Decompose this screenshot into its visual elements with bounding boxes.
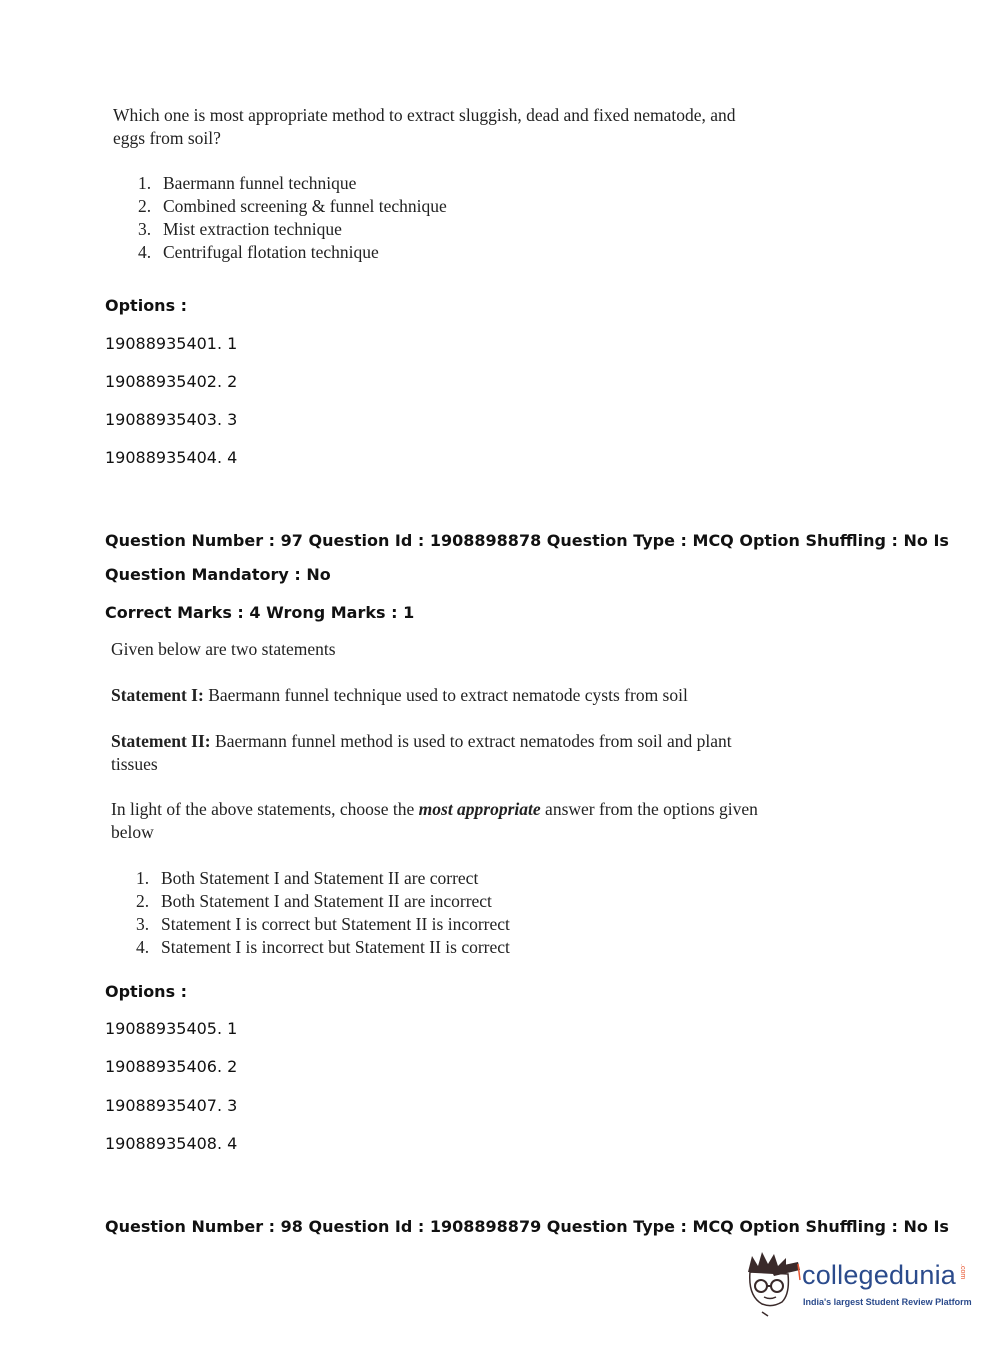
q97-option-1: 19088935405. 1: [105, 1019, 238, 1038]
q96-stem: [113, 104, 736, 150]
collegedunia-logo[interactable]: [740, 1250, 980, 1320]
statement-2-continuation: tissues: [111, 754, 158, 774]
q96-stem-line1: Which one is most appropriate method to extract sluggish, dead and fixed nematode, and: [113, 105, 736, 125]
q96-options-label: Options :: [105, 296, 188, 315]
q96-option-1: 19088935401. 1: [105, 334, 238, 353]
q96-choice-list: [138, 172, 447, 264]
prompt-continuation: below: [111, 822, 154, 842]
q96-option-2: 19088935402. 2: [105, 372, 238, 391]
q97-header-line2: Question Mandatory : No: [105, 565, 331, 584]
list-item: 3. Mist extraction technique: [138, 219, 342, 239]
prompt-emphasis: most appropriate: [418, 799, 541, 819]
q97-option-2: 19088935406. 2: [105, 1057, 238, 1076]
logo-suffix: .com: [959, 1264, 966, 1280]
q96-option-4: 19088935404. 4: [105, 448, 238, 467]
q97-header-line1: Question Number : 97 Question Id : 1908898878 Question Type : MCQ Option Shuffling : No Is: [105, 531, 949, 550]
q96-stem-line2: eggs from soil?: [113, 128, 221, 148]
q97-marks: Correct Marks : 4 Wrong Marks : 1: [105, 603, 415, 622]
statement-2-label: Statement II:: [111, 731, 211, 751]
q97-prompt: In light of the above statements, choose the most appropriate answer from the options given below: [111, 799, 758, 842]
list-item: 1. Baermann funnel technique: [138, 173, 357, 193]
q97-options-label: Options :: [105, 982, 188, 1001]
list-item: 4. Centrifugal flotation technique: [138, 242, 379, 262]
q97-statement-2: [111, 730, 732, 776]
q97-statement-1: [111, 684, 688, 707]
q97-option-3: 19088935407. 3: [105, 1096, 238, 1115]
q97-choice-list: [136, 867, 510, 959]
list-item: 2. Combined screening & funnel technique: [138, 196, 447, 216]
q98-header-line1: Question Number : 98 Question Id : 1908898879 Question Type : MCQ Option Shuffling : No Is: [105, 1217, 949, 1236]
q96-option-3: 19088935403. 3: [105, 410, 238, 429]
list-item: 4. Statement I is incorrect but Statement II is correct: [136, 937, 510, 957]
list-item: 2. Both Statement I and Statement II are incorrect: [136, 891, 492, 911]
logo-tagline: India's largest Student Review Platform: [803, 1297, 972, 1307]
list-item: 1. Both Statement I and Statement II are correct: [136, 868, 479, 888]
list-item: 3. Statement I is correct but Statement II is incorrect: [136, 914, 510, 934]
statement-1-label: Statement I:: [111, 685, 204, 705]
q97-intro: Given below are two statements: [111, 639, 336, 659]
statement-2-text: Baermann funnel method is used to extract nematodes from soil and plant: [210, 731, 732, 751]
statement-1-text: Baermann funnel technique used to extract nematode cysts from soil: [203, 685, 688, 705]
q97-option-4: 19088935408. 4: [105, 1134, 238, 1153]
mascot-icon: [740, 1250, 802, 1320]
logo-wordmark: collegedunia: [802, 1260, 957, 1290]
